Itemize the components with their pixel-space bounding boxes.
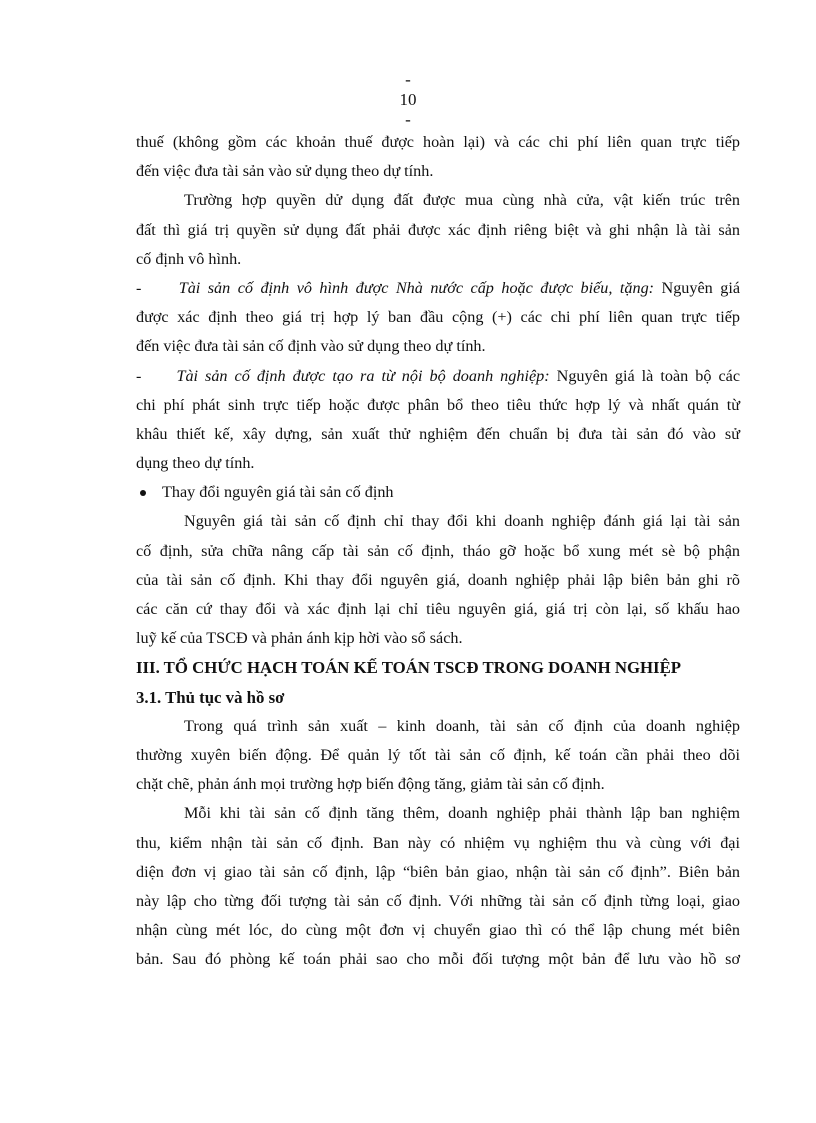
text-line: cố định vô hình. xyxy=(136,249,242,268)
subsection-heading: 3.1. Thủ tục và hồ sơ xyxy=(136,687,285,707)
page-number-bottom-dash: - xyxy=(405,110,411,129)
text-line: thuế (không gồm các khoản thuế được hoàn lại) và các chi phí liên quan trực tiếp xyxy=(136,133,740,151)
text-line: Nguyên giá tài sản cố định chỉ thay đổi khi doanh nghiệp đánh giá lại tài sản xyxy=(184,512,740,531)
text-line: luỹ kế của TSCĐ và phản ánh kịp hời vào sổ sách. xyxy=(136,629,463,648)
bullet-text: Thay đổi nguyên giá tài sản cố định xyxy=(162,483,394,502)
text-line: đến việc đưa tài sản vào sử dụng theo dự tính. xyxy=(136,162,434,181)
list-dash: - xyxy=(136,366,142,385)
text-line: chi phí phát sinh trực tiếp hoặc được phân bổ theo tiêu thức hợp lý và nhất quán từ xyxy=(136,395,740,414)
text-line: đến việc đưa tài sản cố định vào sử dụng theo dự tính. xyxy=(136,337,486,356)
bullet-item xyxy=(136,478,740,507)
text-line: diện đơn vị giao tài sản cố định, lập “biên bản giao, nhận tài sản cố định”. Biên bản xyxy=(136,862,740,881)
page-number-top-dash: - xyxy=(405,70,411,89)
section-heading: III. TỔ CHỨC HẠCH TOÁN KẾ TOÁN TSCĐ TRONG DOANH NGHIỆP xyxy=(136,658,682,678)
text-line: dụng theo dự tính. xyxy=(136,454,255,473)
text-line: thu, kiểm nhận tài sản cố định. Ban này có nhiệm vụ nghiệm thu và cùng với đại xyxy=(136,833,740,852)
text-line: của tài sản cố định. Khi thay đổi nguyên giá, doanh nghiệp phải lập biên bản ghi rõ xyxy=(136,570,740,589)
list-item-intangible-granted xyxy=(136,274,740,303)
list-item-internally-created xyxy=(136,362,740,391)
text-line: Trường hợp quyền dử dụng đất được mua cùng nhà cửa, vật kiến trúc trên xyxy=(184,191,740,210)
text-line: cố định, sửa chữa nâng cấp tài sản cố định, tháo gỡ hoặc bổ xung mét sè bộ phận xyxy=(136,541,740,560)
text-line: này lập cho từng đối tượng tài sản cố định. Với những tài sản cố định từng loại, giao xyxy=(136,891,740,910)
text-line: Mỗi khi tài sản cố định tăng thêm, doanh nghiệp phải thành lập ban nghiệm xyxy=(184,804,740,823)
list-item-title: Tài sản cố định được tạo ra từ nội bộ doanh nghiệp: xyxy=(176,366,550,385)
text-line: nhận cùng mét lóc, do cùng một đơn vị chuyển giao thì có thể lập chung mét biên xyxy=(136,921,740,940)
text-line: chặt chẽ, phản ánh mọi trường hợp biến động tăng, giảm tài sản cố định. xyxy=(136,775,605,794)
text-line: khâu thiết kế, xây dựng, sản xuất thử nghiệm đến chuẩn bị đưa tài sản đó vào sử xyxy=(136,424,740,443)
list-item-text: Nguyên giá xyxy=(654,278,741,297)
text-line: đất thì giá trị quyền sử dụng đất phải được xác định riêng biệt và ghi nhận là tài sản xyxy=(136,220,740,239)
document-body xyxy=(136,128,740,974)
page-number: 10 xyxy=(399,90,417,109)
text-line: được xác định theo giá trị hợp lý ban đầu cộng (+) các chi phí liên quan trực tiếp xyxy=(136,308,740,327)
text-line: các căn cứ thay đổi và xác định lại chỉ tiêu nguyên giá, giá trị còn lại, số khấu hao xyxy=(136,600,740,618)
text-line: Trong quá trình sản xuất – kinh doanh, tài sản cố định của doanh nghiệp xyxy=(184,716,740,735)
list-dash: - xyxy=(136,278,142,297)
text-line: thường xuyên biến động. Để quản lý tốt tài sản cố định, kế toán cần phải theo dõi xyxy=(136,745,740,764)
text-line: bản. Sau đó phòng kế toán phải sao cho mỗi đối tượng một bản để lưu vào hồ sơ xyxy=(136,950,740,969)
list-item-title: Tài sản cố định vô hình được Nhà nước cấp hoặc được biếu, tặng: xyxy=(178,278,655,297)
list-item-text: Nguyên giá là toàn bộ các xyxy=(549,366,740,385)
bullet-icon xyxy=(140,490,146,496)
